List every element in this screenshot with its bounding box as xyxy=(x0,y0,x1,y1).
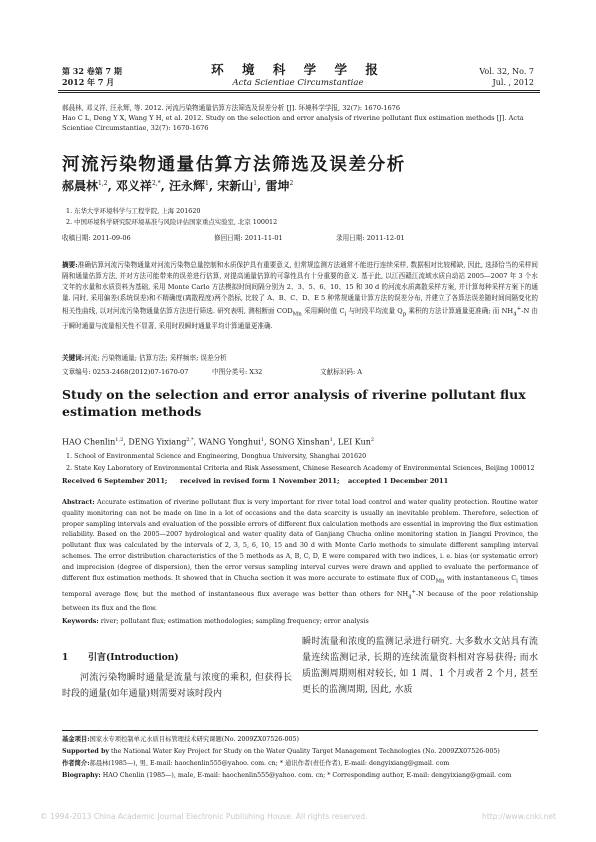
abstract-cn-text: -N 由于瞬时通量与流量相关性不显著, 采用时段瞬时通量平均计算通量更准确. xyxy=(62,307,538,330)
accepted-date-en: accepted 1 December 2011 xyxy=(348,477,449,485)
class-number: 中图分类号: X32 xyxy=(212,368,263,376)
footnote-label: Supported by xyxy=(62,748,110,755)
abstract-en xyxy=(62,497,538,614)
abstract-en-sub: Mn xyxy=(435,577,445,584)
header-volume-en xyxy=(479,66,534,88)
affiliation-cn-2: 2. 中国环境科学研究院环境基准与风险评估国家重点实验室, 北京 100012 xyxy=(66,218,278,226)
section-title: 引言(Introduction) xyxy=(88,653,179,663)
abstract-en-sub: 4 xyxy=(408,594,412,601)
author-name: SONG Xinshan xyxy=(269,437,330,447)
abstract-en-text: with instantaneous C xyxy=(444,573,517,582)
journal-name-en: Acta Scientiae Circumstantiae xyxy=(232,78,364,88)
author-affil-mark: 1 xyxy=(260,437,264,443)
footnote-label: 作者简介: xyxy=(62,760,90,767)
article-meta-cn xyxy=(62,366,362,376)
section-heading-introduction xyxy=(62,650,292,666)
journal-name-cn: 环 境 科 学 学 报 xyxy=(211,62,385,77)
author-affil-mark: 2,* xyxy=(151,180,161,187)
abstract-en-sup: + xyxy=(411,588,416,595)
abstract-cn-text: 采用瞬时值 C xyxy=(301,307,345,316)
abstract-cn-text: 乘积的方法计算通量更准确; 而 NH xyxy=(406,307,514,316)
footnote-rule xyxy=(62,730,538,731)
footnote-text: 郝晨林(1985—), 男, E-mail: haochenlin555@yahoo. com. cn; * 通讯作者(责任作者), E-mail: dengyixiang@gmail. com xyxy=(89,760,450,767)
keywords-cn-label: 关键词: xyxy=(62,354,85,362)
footnote-biography-cn xyxy=(62,758,538,770)
copyright-text: © 1994-2013 China Academic Journal Electronic Publishing House. All rights reserved. xyxy=(40,812,368,821)
author-name: 邓义祥 xyxy=(115,179,152,193)
abstract-en-text: -N because of the poor relationship between its flux and the flow. xyxy=(62,589,538,612)
affiliation-cn-1: 1. 东华大学环境科学与工程学院, 上海 201620 xyxy=(66,207,201,215)
keywords-en-label: Keywords: xyxy=(62,617,99,625)
author-affil-mark: 2 xyxy=(289,180,294,187)
citation-en: Hao C L, Deng Y X, Wang Y H, et al. 2012. Study on the selection and error analysis of riverine pollutant flux estimation methods [J]. Acta Scientiae Circumstantiae, 32(7): 1670-1676 xyxy=(62,114,524,132)
abstract-en-text: Accurate estimation of riverine pollutant flux is very important for river total load control and water quality protection. Routine water quality monitoring can not be made on line in a lot of occasions and the data scarcity is usually an inevitable problem. Therefore, selection of proper sampling intervals and evaluation of the possible errors of different flux calculation methods are essential in improving the flux estimation reliability. Based on the 2005—2007 hydrological and water quality data of Ganjiang Chucha online monitoring station in Jiangxi Province, the pollutant flux was calculated by the intervals of 2, 3, 5, 6, 10, 15 and 30 d with Monte Carlo methods to simulate different sampling interval schemes. The error distribution characteristics of the 5 methods as A, B, C, D, E were compared with two indices, i. e. bias (or systematic error) and imprecision (degree of dispersion), then the error versus sampling interval curves were drawn and applied to evaluate the performance of different flux estimation methods. It showed that in Chucha section it was more accurate to estimate flux of COD xyxy=(62,498,538,582)
footnotes xyxy=(62,734,538,782)
section-number: 1 xyxy=(62,653,69,663)
keywords-en-text: river; pollutant flux; estimation methodologies; sampling frequency; error analysis xyxy=(100,617,369,625)
abstract-cn-text: 准确估算河流污染物通量对河流污染物总量控制和水质保护具有重要意义, 但常规监测方法通常不能进行连续采样, 数据相对比较稀缺, 因此, 选择恰当的采样间隔和通量估算方法, 并对方法可能带来的误差进行估算, 对提高通量估算的可靠性具有十分重要的意义. 基于此, 以江西赣江流域水质自动站 2005—2007 年 3 个水文年的水量和水质资料为基础, 采用 Monte Carlo 方法模拟时间间隔分别为 2、3、5、6、10、15 和 30 d 的河流水质离散采样方案, 并计算每种采样方案下的通量. 同时, 采用偏差(系统误差)和不精确度(离散程度)两个指标, 比较了 A、B、C、D、E 5 种常规通量计算方法的误差分布, 并建立了各算法误差随时间间隔变化的相关性曲线, 以对河流污染物通量估算方法进行筛选. 研究表明, 测相断面 COD xyxy=(62,261,538,316)
footnote-biography-en xyxy=(62,770,538,782)
revised-date-en: received in revised form 1 November 2011; xyxy=(180,477,340,485)
author-name: WANG Yonghui xyxy=(198,437,261,447)
abstract-cn xyxy=(62,260,538,332)
body-column-left xyxy=(62,650,292,702)
author-name: 雷坤 xyxy=(265,179,290,193)
author-affil-mark: 1,2 xyxy=(115,437,124,443)
copyright-footer xyxy=(40,812,556,821)
abstract-cn-sub: p xyxy=(402,311,407,318)
keywords-cn-text: 河流; 污染物通量; 估算方法; 采样频率; 误差分析 xyxy=(84,354,227,362)
footnote-label: 基金项目: xyxy=(62,736,90,743)
date-en: Jul. , 2012 xyxy=(492,78,534,87)
abstract-cn-label: 摘要: xyxy=(62,261,78,269)
author-name: LEI Kun xyxy=(337,437,371,447)
author-name: 郝晨林 xyxy=(62,179,99,193)
abstract-cn-sub: i xyxy=(344,311,347,318)
affiliation-en-2: 2. State Key Laboratory of Environmental Criteria and Risk Assessment, Chinese Research Academy of Environmental Sciences, Beijing 100012 xyxy=(66,464,535,472)
footnote-label: Biography: xyxy=(62,772,101,779)
abstract-cn-sub: 4 xyxy=(513,311,517,318)
author-affil-mark: 2 xyxy=(370,437,375,443)
author-affil-mark: 1,2 xyxy=(98,180,108,187)
received-date-cn: 收稿日期: 2011-09-06 xyxy=(62,234,131,242)
author-affil-mark: 1 xyxy=(205,180,209,187)
affiliation-en-1: 1. School of Environmental Science and Engineering, Donghua University, Shanghai 201620 xyxy=(66,452,367,460)
author-name: 宋新山 xyxy=(217,179,254,193)
header-volume-issue xyxy=(62,66,122,88)
intro-paragraph-left: 河流污染物瞬时通量是流量与浓度的乘积, 但获得长时段的通量(如年通量)则需要对该时段内 xyxy=(62,673,292,699)
footnote-funding-en xyxy=(62,746,538,758)
keywords-en xyxy=(62,617,538,625)
keywords-cn xyxy=(62,352,538,362)
authors-en: HAO Chenlin$^{1,2}$, DENG Yixiang$^{2,*}$, WANG Yonghui$^1$, SONG Xinshan$^1$, LEI Kun$^2$ xyxy=(62,437,375,447)
author-affil-mark: 1 xyxy=(329,437,333,443)
received-date-en: Received 6 September 2011; xyxy=(62,477,168,485)
date-cn: 2012 年 7 月 xyxy=(62,77,115,87)
citation-block xyxy=(62,103,538,133)
volume-en: Vol. 32, No. 7 xyxy=(479,67,534,76)
paper-title-cn: 河流污染物通量估算方法筛选及误差分析 xyxy=(62,155,406,175)
volume-cn: 第 32 卷第 7 期 xyxy=(62,66,122,76)
authors-cn: 郝晨林$^{1,2}$, 邓义祥$^{2,*}$, 汪永辉$^1$, 宋新山$^1$, 雷坤$^2$ xyxy=(62,179,294,193)
header-rule-bottom xyxy=(58,92,540,93)
dates-en xyxy=(62,477,448,485)
footnote-text: 国家水专项控制单元水质目标管理技术研究课题(No. 2009ZX07526-005) xyxy=(89,736,299,743)
journal-masthead xyxy=(150,62,446,89)
dates-cn xyxy=(62,232,405,242)
cnki-link[interactable]: http://www.cnki.net xyxy=(482,812,556,821)
author-affil-mark: 2,* xyxy=(186,437,194,443)
citation-cn: 郝晨林, 邓义祥, 汪永辉, 等. 2012. 河流污染物通量估算方法筛选及误差分析 [J]. 环境科学学报, 32(7): 1670-1676 xyxy=(62,104,401,112)
paper-title-en: Study on the selection and error analysis of riverine pollutant flux estimation methods xyxy=(62,387,526,419)
revised-date-cn: 修回日期: 2011-11-01 xyxy=(214,234,283,242)
header-rule-top xyxy=(58,90,540,91)
abstract-cn-sub: Mn xyxy=(292,311,302,318)
footnote-text: HAO Chenlin (1985—), male, E-mail: haochenlin555@yahoo. com. cn; * Corresponding author, E-mail: dengyixiang@gmail. com xyxy=(102,772,512,779)
abstract-en-text: times temporal average flow, but the method of instantaneous flux average was better than others for NH xyxy=(62,573,539,598)
abstract-cn-text: 与时段平均流量 Q xyxy=(346,307,403,316)
accepted-date-cn: 录用日期: 2011-12-01 xyxy=(336,234,405,242)
doc-code: 文献标识码: A xyxy=(320,368,363,376)
footnote-funding-cn xyxy=(62,734,538,746)
abstract-cn-sup: + xyxy=(516,306,522,312)
footnote-text: the National Water Key Project for Study on the Water Quality Target Management Technologies (No. 2009ZX07526-005) xyxy=(111,748,500,755)
abstract-en-sub: i xyxy=(516,577,518,584)
intro-paragraph-right: 瞬时流量和浓度的监测记录进行研究. 大多数水文站具有流量连续监测记录, 长期的连续流量资料相对容易获得; 而水质监测周期则相对较长, 如 1 周、1 个月或者 2 个月, 甚至更长的监测周期, 因此, 水质 xyxy=(302,637,538,695)
author-name: DENG Yixiang xyxy=(128,437,187,447)
author-affil-mark: 1 xyxy=(253,180,258,187)
author-name: 汪永辉 xyxy=(169,179,206,193)
article-number: 文章编号: 0253-2468(2012)07-1670-07 xyxy=(62,368,189,376)
abstract-en-label: Abstract: xyxy=(62,498,95,506)
author-name: HAO Chenlin xyxy=(62,437,116,447)
